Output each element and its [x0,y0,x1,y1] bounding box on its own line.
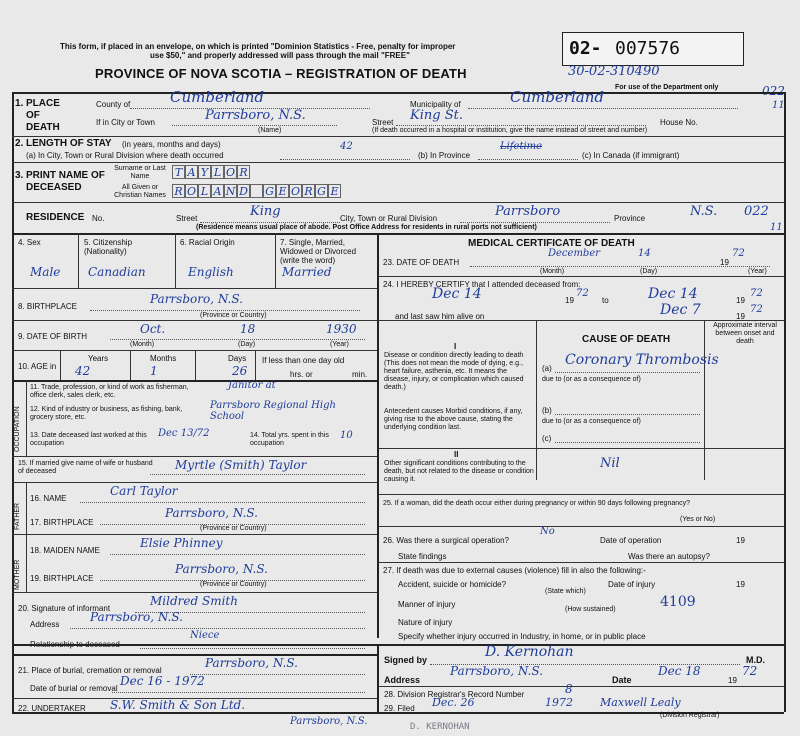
date-operation-label: Date of operation [600,536,662,545]
department-code: 022 [762,84,785,98]
last-saw-prefix: 19 [736,312,745,321]
filed-year: 1972 [545,696,573,709]
city-name-sub: (Name) [258,127,282,134]
surname-letter-cell: R [237,165,250,179]
divider-4 [12,233,784,235]
age-months-value: 1 [150,364,158,378]
divider-5 [12,288,377,289]
med-divider-1 [378,276,784,277]
hospital-note: (If death occurred in a hospital or institution, give the name instead of street and number) [372,127,648,134]
residence-city-value: Parrsboro [495,204,561,219]
age-less-label: If less than one day old [262,356,345,365]
signed-label: Signed by [384,655,428,665]
name-num: 3. [15,170,24,181]
birthplace-label: 8. BIRTHPLACE [18,302,77,311]
mother-name-value: Elsie Phinney [140,536,223,550]
age-months-label: Months [150,354,177,363]
registration-handwritten-number: 30-02-310490 [568,64,660,79]
state-which-label: (State which) [545,588,586,595]
relationship-label: Relationship to deceased [30,640,120,649]
father-birth-label: 17. BIRTHPLACE [30,518,94,527]
form-title: PROVINCE OF NOVA SCOTIA – REGISTRATION OF DEATH [95,66,467,81]
registrar-signature: Maxwell Lealy [600,696,681,709]
informant-address: Parrsboro, N.S. [90,610,183,624]
mail-notice-line1: This form, if placed in an envelope, on which is printed "Dominion Statistics - Free, penalty for improper [60,42,456,51]
med-divider-2 [378,320,784,321]
stay-b-line [478,159,578,160]
age-line-a [60,350,61,380]
signed-value: D. Kernohan [485,644,574,660]
q12-label: 12. Kind of industry or business, as fishing, bank, grocery store, etc. [30,406,183,421]
registration-prefix: 02- [569,38,602,59]
age-line-d [255,350,256,380]
dod-line [470,266,770,267]
divider-12 [12,592,377,593]
form-top-border [12,92,784,94]
surname-letter-cell: T [172,165,185,179]
due-to-b: due to (or as a consequence of) [542,418,641,425]
dob-month: Oct. [140,322,166,336]
stay-b-label: (b) In Province [418,151,471,160]
age-label: 10. AGE in [18,362,57,371]
column-divider [377,233,379,638]
divider-6 [12,320,377,321]
cause-a-value: Coronary Thrombosis [565,352,719,368]
divider-3 [12,202,784,203]
other-conditions-value: Nil [600,456,620,471]
q13-value: Dec 13/72 [158,428,210,439]
certify-from-year: 72 [576,288,589,299]
age-line-c [195,350,196,380]
q14-label: 14. Total yrs. spent in this occupation [250,432,329,447]
divider-9 [12,456,377,457]
street-line [396,125,646,126]
divider-15 [12,644,784,646]
dod-month: December [548,248,601,259]
undertaker-value: S.W. Smith & Son Ltd. [110,698,246,712]
length-of-stay-label: LENGTH OF STAY [26,138,112,149]
given-name-letter-cell: N [225,185,236,198]
mother-name-label: 18. MAIDEN NAME [30,546,100,555]
med-divider-3 [378,448,784,449]
divider-8 [12,380,377,382]
burial-date-line [112,692,365,693]
signoff-date: Dec 18 [658,664,701,678]
citizenship-value: Canadian [88,265,146,279]
undertaker-value2: Parrsboro, N.S. [290,716,368,727]
surname-letter-cell: O [225,166,236,179]
burial-label: 21. Place of burial, cremation or removal [18,666,162,675]
length-of-stay-num: 2. [15,138,24,149]
divider-13 [12,654,377,656]
q25-sub: (Yes or No) [680,516,716,523]
last-saw-year: 72 [750,304,763,315]
department-use-note: For use of the Department only [615,84,719,91]
registration-number-box [562,32,744,66]
certify-label: 24. I HEREBY CERTIFY that I attended deceased from: [383,280,581,289]
father-name-value: Carl Taylor [110,484,178,498]
street-value: King St. [410,108,463,123]
doctor-name-stamp: D. KERNOHAN [410,722,470,732]
municipality-line [468,108,738,109]
antecedent-label: Antecedent causes Morbid conditions, if any, giving rise to the above cause, stating the underlying condition last. [384,408,523,431]
department-code-b: 11 [772,100,785,111]
disease-label: Disease or condition directly leading to death (This does not mean the mode of dying, e.g., heart failure, asthenia, etc. It means the disease, injury, or complication which caused death.) [384,352,524,391]
stay-c-label: (c) In Canada (if immigrant) [582,151,680,160]
divider-1 [12,136,784,137]
certify-from-prefix: 19 [565,296,574,305]
roman-two: II [454,450,459,459]
dod-day: 14 [638,248,651,259]
given-name-letter-cell: R [172,184,185,198]
q11-label: 11. Trade, profession, or kind of work as fisherman, office clerk, sales clerk, etc. [30,384,189,399]
occupation-side-label: OCCUPATION [14,406,21,452]
cause-a-line [555,372,700,373]
q12-value: Parrsboro Regional High School [210,400,336,422]
father-birth-value: Parrsboro, N.S. [165,506,258,520]
stay-a-line [280,159,410,160]
last-saw-date: Dec 7 [660,302,701,318]
sex-value: Male [30,265,61,279]
informant-address-line [70,628,365,629]
city-label: If in City or Town [96,118,155,127]
county-value: Cumberland [170,88,265,106]
county-label: County of [96,100,131,109]
given-name-letter-cell: O [290,185,301,198]
dob-month-sub: (Month) [130,341,155,348]
residence-city-label: City, Town or Rural Division [340,214,438,223]
col-line-a [78,233,79,288]
autopsy-label: Was there an autopsy? [628,552,710,561]
accident-label: Accident, suicide or homicide? [398,580,507,589]
dob-day: 18 [240,322,256,336]
city-line [172,125,337,126]
q26-value: No [540,526,555,537]
spouse-line [150,474,365,475]
age-years-value: 42 [75,364,91,378]
code-4109: 4109 [660,594,696,610]
date-injury-prefix: 19 [736,580,745,589]
stay-a-value: 42 [340,141,353,152]
mother-side-label: MOTHER [14,559,21,590]
specify-label: Specify whether injury occurred in Industry, in home, or in public place [398,632,646,641]
registration-number: 007576 [615,38,681,59]
med-divider-5 [378,526,784,527]
surname-letter-cell: Y [198,165,211,179]
mother-birth-value: Parrsboro, N.S. [175,562,268,576]
mother-side-line [26,534,27,592]
divider-10 [12,482,377,483]
date-operation-prefix: 19 [736,536,745,545]
certify-to-year: 72 [750,288,763,299]
cause-c-line [555,442,700,443]
dod-year: 72 [732,248,745,259]
father-side-line [26,482,27,534]
given-name-letter-cell: A [211,184,224,198]
q25-label: 25. If a woman, did the death occur either during pregnancy or within 90 days following pregnancy? [383,500,691,507]
burial-date-label: Date of burial or removal [30,684,118,693]
residence-street-line [200,222,340,223]
given-name-letter-cell: G [315,184,328,198]
form-left-border [12,92,14,712]
q28-label: 28. Division Registrar's Record Number [384,690,525,699]
age-years-label: Years [88,354,109,363]
dod-month-sub: (Month) [540,268,565,275]
marital-value: Married [282,265,332,279]
informant-label: 20. Signature of informant [18,604,111,613]
informant-address-label: Address [30,620,60,629]
residence-province-value: N.S. [690,204,718,219]
street-label: Street [372,118,394,127]
due-to-a: due to (or as a consequence of) [542,376,641,383]
undertaker-label: 22. UNDERTAKER [18,704,86,713]
q14-value: 10 [340,430,353,441]
burial-line [190,674,365,675]
mother-birth-label: 19. BIRTHPLACE [30,574,94,583]
stay-b-value: Lifetime [500,141,543,152]
municipality-value: Cumberland [510,88,605,106]
how-sustained-label: (How sustained) [565,606,616,613]
birthplace-line [90,310,360,311]
age-min-label: min. [352,370,368,379]
given-names-label: All Given or Christian Names [114,184,166,199]
last-saw-label: and last saw him alive on [395,312,485,321]
q26-label: 26. Was there a surgical operation? [383,536,509,545]
certify-from: Dec 14 [432,286,482,302]
dod-year-sub: (Year) [748,268,767,275]
signoff-address: Parrsboro, N.S. [450,664,543,678]
burial-date: Dec 16 - 1972 [120,674,205,688]
given-name-letter-cell: E [276,184,289,198]
surname-letter-cell: L [211,165,224,179]
med-divider-4 [378,494,784,495]
signoff-address-label: Address [384,675,421,685]
form-right-border [784,92,786,712]
residence-street-label: Street [176,214,198,223]
place-of-death-num: 1. [15,98,24,109]
med-divider-6 [378,562,784,563]
certify-to: Dec 14 [648,286,698,302]
residence-street-value: King [250,204,281,219]
registrar-sub: (Division Registrar) [660,712,720,719]
manner-label: Manner of injury [398,600,456,609]
cause-title: CAUSE OF DEATH [582,334,671,345]
given-name-letter-cell: E [328,184,341,198]
date-injury-label: Date of injury [608,580,656,589]
q29-label: 29. Filed [384,704,415,713]
dob-year: 1930 [326,322,357,336]
relationship-value: Niece [190,630,220,641]
approx-interval-label: Approximate interval between onset and death [713,322,777,345]
cause-col-line [536,320,537,480]
residence-code-b: 11 [770,222,783,233]
certify-to-prefix: 19 [736,296,745,305]
relationship-line [140,648,365,649]
municipality-label: Municipality of [410,100,461,109]
dod-day-sub: (Day) [640,268,658,275]
residence-province-label: Province [614,214,646,223]
name-label: PRINT NAME OF DECEASED [26,170,105,193]
informant-signature: Mildred Smith [150,594,238,608]
divider-11 [12,534,377,535]
father-name-line [80,502,365,503]
medical-title: MEDICAL CERTIFICATE OF DEATH [468,238,635,249]
racial-value: English [188,265,234,279]
age-hrs-label: hrs. or [290,370,313,379]
residence-note: (Residence means usual place of abode. Post Office Address for residents in rural ports not sufficient) [196,224,537,231]
residence-code: 022 [744,204,769,219]
interval-col-line [704,320,705,480]
mail-notice-line2: use $50," and properly addressed will pass through the mail "FREE" [150,51,410,60]
certify-to-label: to [602,296,609,305]
signoff-year-prefix: 19 [728,676,737,685]
q28-value: 8 [565,682,573,696]
length-of-stay-sub: (in years, months and days) [122,140,221,149]
filed-date: Dec. 26 [432,696,475,709]
q27-label: 27. If death was due to external causes (violence) fill in also the following:- [383,566,646,575]
mother-birth-sub: (Province or Country) [200,581,267,588]
dob-label: 9. DATE OF BIRTH [18,332,88,341]
col-line-b [175,233,176,288]
given-name-letter-cell: D [237,184,250,198]
residence-no-label: No. [92,214,105,223]
dob-line [110,339,365,340]
given-name-letter-cell: G [263,184,276,198]
given-name-letter-cell [250,184,263,198]
age-days-value: 26 [232,364,248,378]
q11-value: Janitor at [228,380,276,391]
burial-place: Parrsboro, N.S. [205,656,298,670]
state-findings-label: State findings [398,552,447,561]
spouse-label: 15. If married give name of wife or husband of deceased [18,460,153,475]
father-name-label: 16. NAME [30,494,67,503]
roman-one: I [454,342,457,351]
divider-2 [12,162,784,163]
col-line-c [275,233,276,288]
cause-c-label: (c) [542,434,552,443]
birthplace-sub: (Province or Country) [200,312,267,319]
other-conditions-label: Other significant conditions contributing to the death, but not related to the disease or condition causing it. [384,460,534,483]
dod-year-prefix: 19 [720,258,729,267]
stay-a-label: (a) In City, Town or Rural Division where death occurred [26,151,224,160]
signoff-divider [378,686,784,687]
signoff-date-label: Date [612,675,632,685]
given-name-letter-cell: O [186,185,197,198]
cause-a-label: (a) [542,364,552,373]
cause-b-line [555,414,700,415]
dob-day-sub: (Day) [238,341,256,348]
city-value: Parrsboro, N.S. [205,108,306,123]
age-days-label: Days [228,354,247,363]
dob-year-sub: (Year) [330,341,349,348]
house-label: House No. [660,118,698,127]
given-name-letter-cell: L [198,184,211,198]
column-divider-bottom [377,644,379,712]
age-line-b [130,350,131,380]
mother-name-line [110,554,365,555]
father-side-label: FATHER [14,502,21,530]
dod-label: 23. DATE OF DEATH [383,258,460,267]
racial-label: 6. Racial Origin [180,238,235,247]
md-label: M.D. [746,655,765,665]
q13-label: 13. Date deceased last worked at this occupation [30,432,147,447]
surname-letter-cell: A [185,165,198,179]
signoff-year: 72 [742,664,758,678]
father-birth-sub: (Province or Country) [200,525,267,532]
spouse-value: Myrtle (Smith) Taylor [175,458,307,472]
given-name-letter-cell: R [302,184,315,198]
cause-b-label: (b) [542,406,552,415]
surname-label: Surname or Last Name [114,165,166,180]
residence-label: RESIDENCE [26,212,85,223]
occupation-side-line [26,380,27,456]
citizenship-label: 5. Citizenship (Nationality) [84,238,133,256]
marital-label: 7. Single, Married, Widowed or Divorced (write the word) [280,238,357,265]
residence-city-line [460,222,610,223]
nature-label: Nature of injury [398,618,453,627]
birthplace-value: Parrsboro, N.S. [150,292,243,306]
sex-label: 4. Sex [18,238,41,247]
place-of-death-label: PLACE OF DEATH [26,98,60,133]
